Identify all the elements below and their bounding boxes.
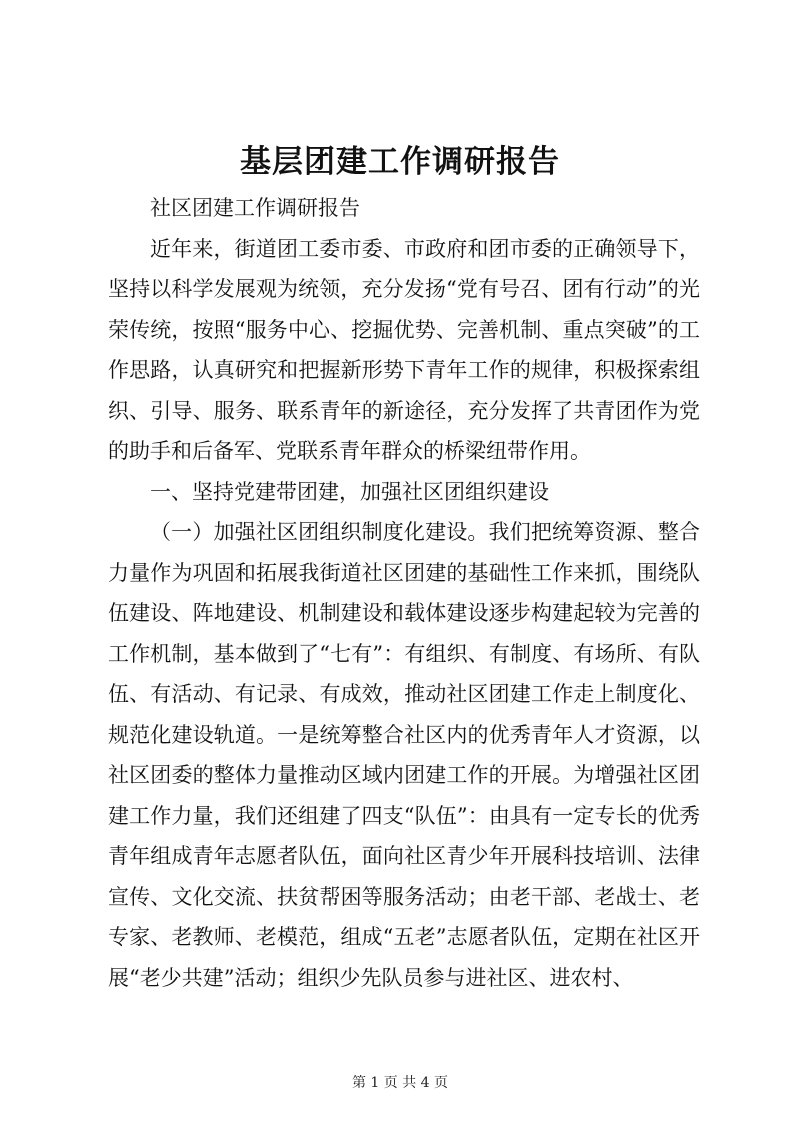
subtitle-paragraph: 社区团建工作调研报告: [150, 196, 360, 220]
intro-paragraph: 近年来，街道团工委市委、市政府和团市委的正确领导下，坚持以科学发展观为统领，充分发扬“党有号召、团有行动”的光荣传统，按照“服务中心、挖掘优势、完善机制、重点突破”的工作思路，认真研究和把握新形势下青年工作的规律，积极探索组织、引导、服务、联系青年的新途径，充分发挥了共青团作为党的助手和后备军、党联系青年群众的桥梁纽带作用。: [108, 236, 700, 463]
section-heading: 一、坚持党建带团建，加强社区团组织建设: [150, 479, 549, 504]
document-title: 基层团建工作调研报告: [240, 144, 560, 180]
page-footer: 第 1 页 共 4 页: [351, 1075, 449, 1091]
section-paragraph: （一）加强社区团组织制度化建设。我们把统筹资源、整合力量作为巩固和拓展我街道社区团建的基础性工作来抓，围绕队伍建设、阵地建设、机制建设和载体建设逐步构建起较为完善的工作机制，基本做到了“七有”：有组织、有制度、有场所、有队伍、有活动、有记录、有成效，推动社区团建工作走上制度化、规范化建设轨道。一是统筹整合社区内的优秀青年人才资源，以社区团委的整体力量推动区域内团建工作的开展。为增强社区团建工作力量，我们还组建了四支“队伍”：由具有一定专长的优秀青年组成青年志愿者队伍，面向社区青少年开展科技培训、法律宣传、文化交流、扶贫帮困等服务活动；由老干部、老战士、老专家、老教师、老模范，组成“五老”志愿者队伍，定期在社区开展“老少共建”活动；组织少先队员参与进社区、进农村、: [108, 520, 700, 990]
document-body: [108, 188, 700, 998]
